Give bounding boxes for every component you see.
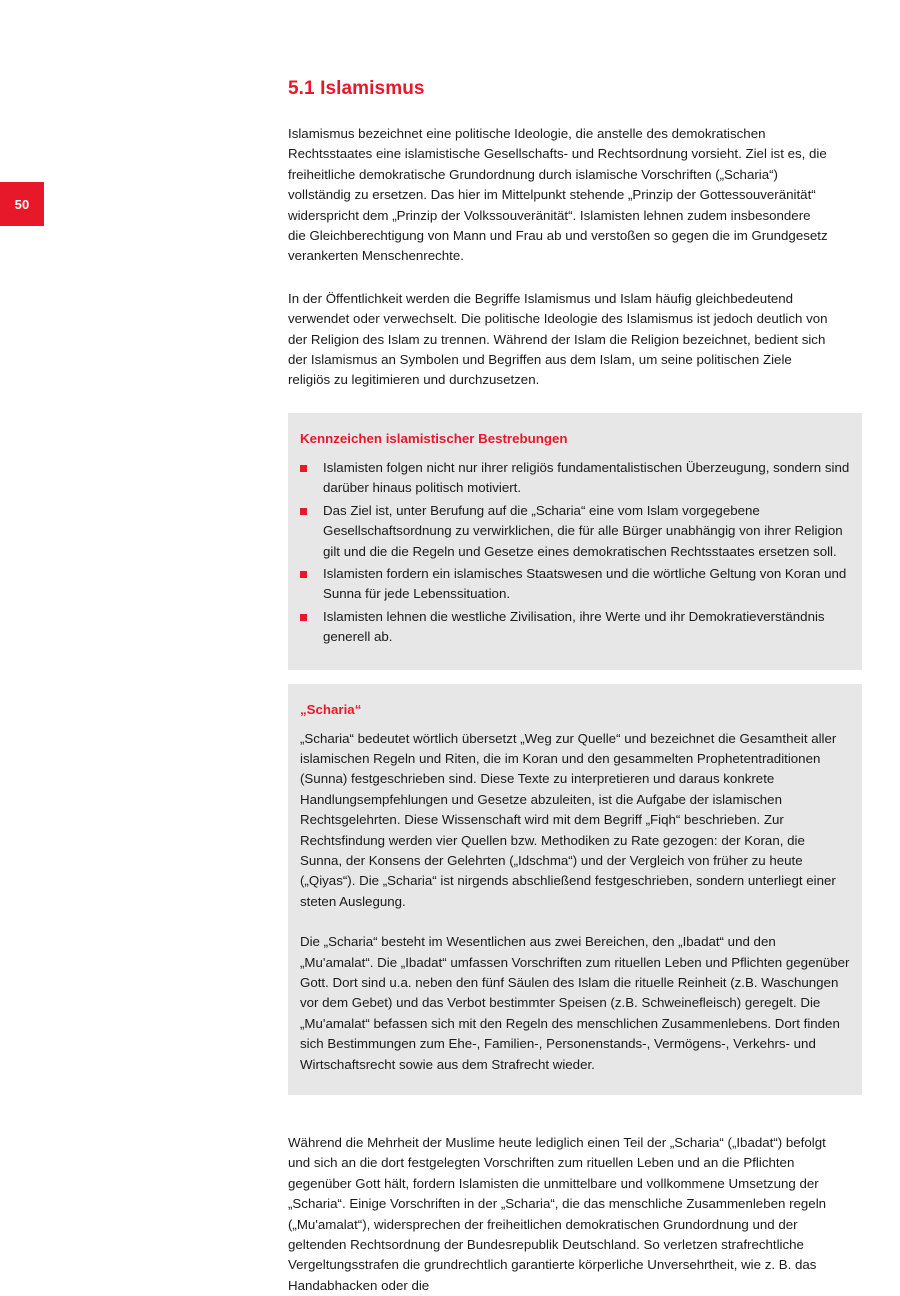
scharia-paragraph-2: Die „Scharia“ besteht im Wesentlichen aus zwei Bereichen, den „Ibadat“ und den „Mu'amalat“. Die „Ibadat“ umfassen Vorschriften zum rituellen Leben und Pflichten gegenüber Gott. Dort sind u.a. neben den fünf Säulen des Islam die rituelle Reinheit (z.B. Waschungen vor dem Gebet) und das Verbot bestimmter Speisen (z.B. Schweinefleisch) geregelt. Die „Mu'amalat“ befassen sich mit den Regeln des menschlichen Zusammenlebens. Dort finden sich Bestimmungen zum Ehe-, Familien-, Personenstands-, Vermögens-, Verkehrs- und Wirtschaftsrecht sowie aus dem Strafrecht wieder. xyxy=(300,934,850,1072)
list-item xyxy=(300,564,850,605)
list-item xyxy=(300,458,850,499)
page-content xyxy=(288,78,850,1296)
page-number-badge xyxy=(0,182,44,226)
square-bullet-icon xyxy=(300,465,307,472)
square-bullet-icon xyxy=(300,571,307,578)
square-bullet-icon xyxy=(300,508,307,515)
page-number-label: 50 xyxy=(14,196,30,212)
closing-paragraph: Während die Mehrheit der Muslime heute lediglich einen Teil der „Scharia“ („Ibadat“) befolgt und sich an die dort festgelegten Vorschriften zum rituellen Leben und an die Pflichten gegenüber Gott hält, fordern Islamisten die unmittelbare und vollkommene Umsetzung der „Scharia“. Einige Vorschriften in der „Scharia“, die das menschliche Zusammenleben regeln („Mu'amalat“), widersprechen der freiheitlichen demokratischen Grundordnung und der geltenden Rechtsordnung der Bundesrepublik Deutschland. So verletzen strafrechtliche Vergeltungsstrafen die grundrechtlich garantierte körperliche Unversehrtheit, wie z. B. das Handabhacken oder die xyxy=(288,1135,827,1293)
square-bullet-icon xyxy=(300,614,307,621)
info-box-characteristics xyxy=(288,413,862,670)
list-item-label: Islamisten fordern ein islamisches Staatswesen und die wörtliche Geltung von Koran und Sunna für jede Lebenssituation. xyxy=(323,565,847,602)
characteristics-bullet-list xyxy=(300,458,850,648)
list-item-label: Das Ziel ist, unter Berufung auf die „Scharia“ eine vom Islam vorgegebene Gesellschaftsordnung zu verwirklichen, die für alle Bürger unabhängig von ihrer Religion gilt und die die Regeln und Gesetze eines demokratischen Rechtsstaates ersetzen soll. xyxy=(323,502,843,559)
info-box-scharia xyxy=(288,684,862,1096)
list-item-label: Islamisten folgen nicht nur ihrer religiös fundamentalistischen Überzeugung, sondern sind darüber hinaus politisch motiviert. xyxy=(323,459,850,496)
page-title: 5.1 Islamismus xyxy=(288,78,425,99)
list-item-label: Islamisten lehnen die westliche Zivilisation, ihre Werte und ihr Demokratieverständnis generell ab. xyxy=(323,608,825,645)
list-item xyxy=(300,501,850,562)
intro-paragraph-1: Islamismus bezeichnet eine politische Ideologie, die anstelle des demokratischen Rechtsstaates eine islamistische Gesellschafts- und Rechtsordnung vorsieht. Ziel ist es, die freiheitliche demokratische Grundordnung durch islamische Vorschriften („Scharia“) vollständig zu ersetzen. Das hier im Mittelpunkt stehende „Prinzip der Gottessouveränität“ widerspricht dem „Prinzip der Volkssouveränität“. Islamisten lehnen zudem insbesondere die Gleichberechtigung von Mann und Frau ab und verstoßen so gegen die im Grundgesetz verankerten Menschenrechte. xyxy=(288,126,828,264)
scharia-paragraph-1: „Scharia“ bedeutet wörtlich übersetzt „Weg zur Quelle“ und bezeichnet die Gesamtheit aller islamischen Regeln und Riten, die im Koran und den gesammelten Prophetentraditionen (Sunna) festgeschrieben sind. Diese Texte zu interpretieren und daraus konkrete Handlungsempfehlungen und Gesetze abzuleiten, ist die Aufgabe der islamischen Rechtsgelehrten. Diese Wissenschaft wird mit dem Begriff „Fiqh“ beschrieben. Zur Rechtsfindung werden vier Quellen bzw. Methodiken zu Rate gezogen: der Koran, die Sunna, der Konsens der Gelehrten („Idschma“) und der Vergleich von früher zu heute („Qiyas“). Die „Scharia“ ist nirgends abschließend festgeschrieben, sondern unterliegt einer steten Auslegung. xyxy=(300,730,837,909)
section-spacer xyxy=(288,1109,828,1133)
info-box-scharia-title: „Scharia“ xyxy=(300,701,362,717)
intro-paragraph-2: In der Öffentlichkeit werden die Begriffe Islamismus und Islam häufig gleichbedeutend verwendet oder verwechselt. Die politische Ideologie des Islamismus ist jedoch deutlich von der Religion des Islam zu trennen. Während der Islam die Religion bezeichnet, bedient sich der Islamismus an Symbolen und Begriffen aus dem Islam, um seine politischen Ziele religiös zu legitimieren und durchzusetzen. xyxy=(288,290,828,388)
info-box-characteristics-title: Kennzeichen islamistischer Bestrebungen xyxy=(300,430,568,446)
list-item xyxy=(300,607,850,648)
